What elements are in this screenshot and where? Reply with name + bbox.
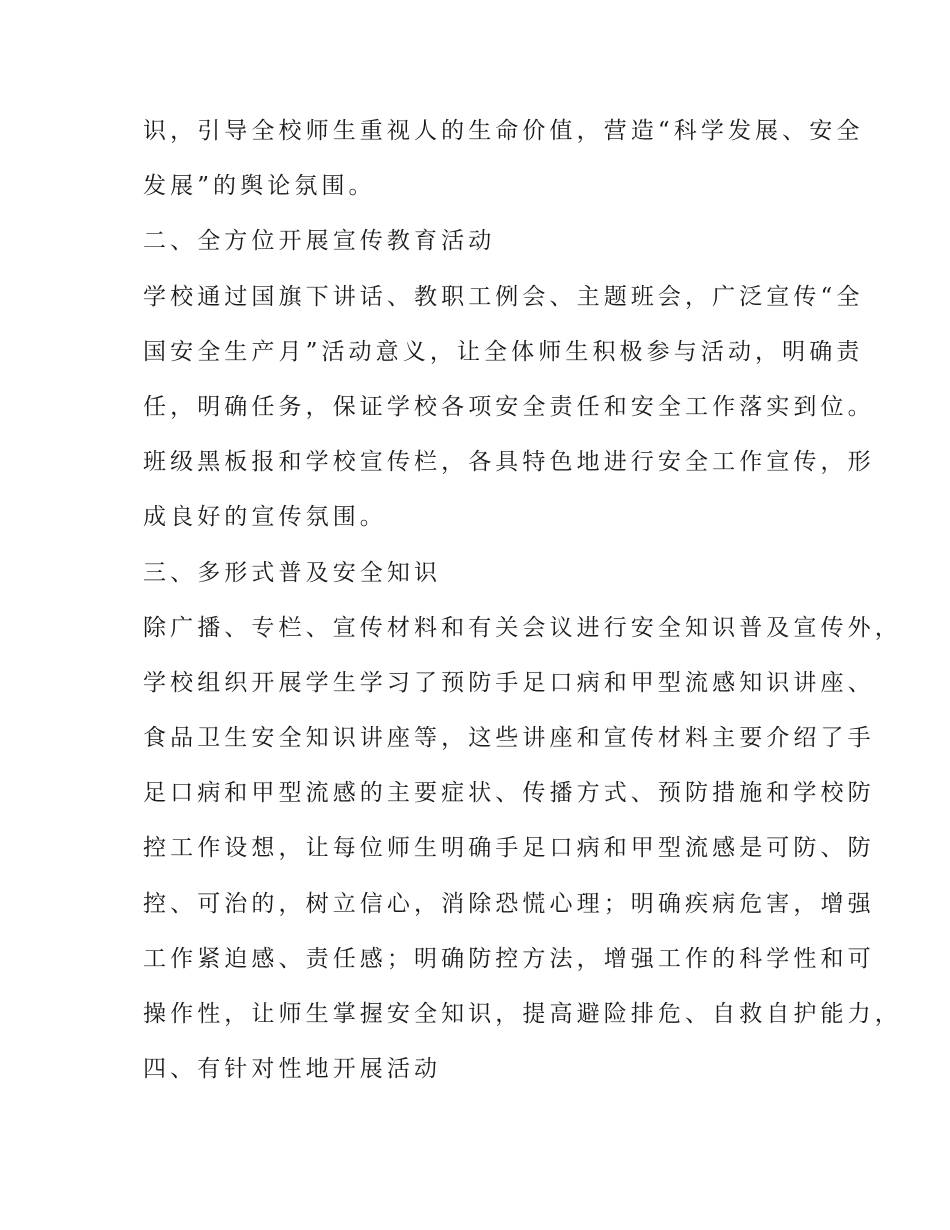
text-line: 除广播、专栏、宣传材料和有关会议进行安全知识普及宣传外， bbox=[143, 614, 902, 641]
section-heading: 二、全方位开展宣传教育活动 bbox=[143, 228, 496, 255]
text-line: 控、可治的，树立信心，消除恐慌心理；明确疾病危害，增强 bbox=[143, 890, 875, 917]
text-line: 成良好的宣传氛围。 bbox=[143, 504, 387, 531]
text-line: 学校组织开展学生学习了预防手足口病和甲型流感知识讲座、 bbox=[143, 669, 875, 696]
text-line: 控工作设想，让每位师生明确手足口病和甲型流感是可防、防 bbox=[143, 835, 875, 862]
section-heading: 四、有针对性地开展活动 bbox=[143, 1056, 442, 1083]
text-line: 发展”的舆论氛围。 bbox=[143, 173, 376, 200]
text-line: 班级黑板报和学校宣传栏，各具特色地进行安全工作宣传，形 bbox=[143, 449, 875, 476]
text-line: 国安全生产月”活动意义，让全体师生积极参与活动，明确责 bbox=[143, 338, 864, 365]
text-line: 食品卫生安全知识讲座等，这些讲座和宣传材料主要介绍了手 bbox=[143, 725, 875, 752]
text-line: 足口病和甲型流感的主要症状、传播方式、预防措施和学校防 bbox=[143, 780, 875, 807]
section-heading: 三、多形式普及安全知识 bbox=[143, 559, 442, 586]
text-line: 工作紧迫感、责任感；明确防控方法，增强工作的科学性和可 bbox=[143, 945, 875, 972]
text-line: 识，引导全校师生重视人的生命价值，营造“科学发展、安全 bbox=[143, 118, 864, 144]
text-line: 学校通过国旗下讲话、教职工例会、主题班会，广泛宣传“全 bbox=[143, 283, 864, 310]
document-body bbox=[143, 108, 902, 1101]
text-line: 任，明确任务，保证学校各项安全责任和安全工作落实到位。 bbox=[143, 393, 875, 420]
text-line: 操作性，让师生掌握安全知识，提高避险排危、自救自护能力， bbox=[143, 1001, 902, 1027]
